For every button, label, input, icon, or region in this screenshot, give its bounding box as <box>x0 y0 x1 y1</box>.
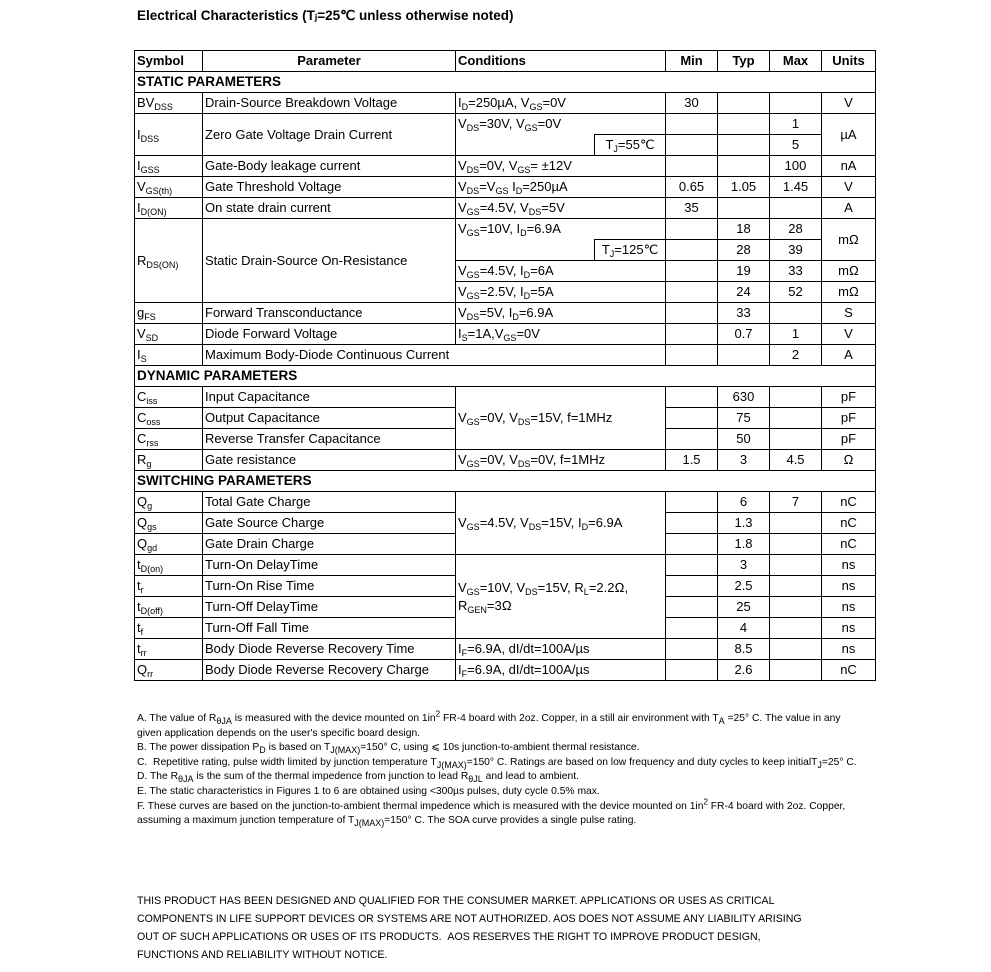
conditions-cell: $V_{GS}=0V$, $V_{DS}=15V$, f=1MHz <box>456 387 666 450</box>
footnote-d: D. The $R_{\theta JA}$ is the sum of the thermal impedence from junction to lead $R_{\theta JL}$ and lead to ambient. <box>137 771 579 785</box>
symbol-cell: $V_{SD}$ <box>135 324 203 345</box>
section-row <box>135 366 876 387</box>
symbol-cell: $t_{rr}$ <box>135 639 203 660</box>
symbol-cell: $Q_{gs}$ <box>135 513 203 534</box>
typ-cell: 28 <box>718 240 770 261</box>
conditions-cell: $V_{DS}=30V$, $V_{GS}=0V$ <box>456 114 666 135</box>
symbol-cell: $C_{rss}$ <box>135 429 203 450</box>
symbol-cell: $I_S$ <box>135 345 203 366</box>
min-cell <box>666 555 718 576</box>
symbol-cell: $BV_{DSS}$ <box>135 93 203 114</box>
symbol-cell: $t_{D(off)}$ <box>135 597 203 618</box>
max-cell <box>770 597 822 618</box>
conditions-cell: $V_{DS}=5V$, $I_D=6.9A$ <box>456 303 666 324</box>
header-max: Max <box>770 51 822 72</box>
units-cell: pF <box>822 429 876 450</box>
units-cell: nA <box>822 156 876 177</box>
units-cell: mΩ <box>822 282 876 303</box>
max-cell: 28 <box>770 219 822 240</box>
conditions-cell: $V_{DS}=0V$, $V_{GS}= \pm 12V$ <box>456 156 666 177</box>
min-cell <box>666 597 718 618</box>
parameter-cell: Body Diode Reverse Recovery Charge <box>203 660 456 681</box>
conditions-cell: $I_F=6.9A$, dI/dt=100A/µs <box>456 660 666 681</box>
units-cell: ns <box>822 639 876 660</box>
max-cell: 39 <box>770 240 822 261</box>
units-cell: Ω <box>822 450 876 471</box>
min-cell <box>666 618 718 639</box>
parameter-cell: Maximum Body-Diode Continuous Current <box>203 345 666 366</box>
typ-cell: 1.8 <box>718 534 770 555</box>
section-title: STATIC PARAMETERS <box>135 72 876 93</box>
symbol-cell: $Q_{gd}$ <box>135 534 203 555</box>
max-cell <box>770 576 822 597</box>
typ-cell: 25 <box>718 597 770 618</box>
min-cell: 1.5 <box>666 450 718 471</box>
disclaimer-line: COMPONENTS IN LIFE SUPPORT DEVICES OR SYSTEMS ARE NOT AUTHORIZED. AOS DOES NOT ASSUME ANY LIABILITY ARISING <box>137 913 802 925</box>
parameter-cell: On state drain current <box>203 198 456 219</box>
min-cell <box>666 429 718 450</box>
parameter-cell: Output Capacitance <box>203 408 456 429</box>
units-cell: V <box>822 177 876 198</box>
min-cell <box>666 135 718 156</box>
max-cell <box>770 660 822 681</box>
header-units: Units <box>822 51 876 72</box>
min-cell <box>666 492 718 513</box>
footnotes <box>137 709 857 829</box>
table-row <box>135 450 876 471</box>
parameter-cell: Drain-Source Breakdown Voltage <box>203 93 456 114</box>
min-cell <box>666 240 718 261</box>
units-cell: V <box>822 93 876 114</box>
conditions-cell: $I_D=250\mu A$, $V_{GS}=0V$ <box>456 93 666 114</box>
section-title: DYNAMIC PARAMETERS <box>135 366 876 387</box>
max-cell <box>770 387 822 408</box>
max-cell: 1 <box>770 114 822 135</box>
min-cell: 35 <box>666 198 718 219</box>
max-cell <box>770 408 822 429</box>
units-cell: pF <box>822 387 876 408</box>
max-cell <box>770 513 822 534</box>
symbol-cell: $g_{FS}$ <box>135 303 203 324</box>
units-cell: V <box>822 324 876 345</box>
typ-cell <box>718 135 770 156</box>
parameter-cell: Turn-On Rise Time <box>203 576 456 597</box>
header-symbol: Symbol <box>135 51 203 72</box>
symbol-cell: $t_r$ <box>135 576 203 597</box>
symbol-cell: $t_f$ <box>135 618 203 639</box>
max-cell: 52 <box>770 282 822 303</box>
max-cell <box>770 639 822 660</box>
symbol-cell: $I_{D(ON)}$ <box>135 198 203 219</box>
min-cell <box>666 324 718 345</box>
min-cell <box>666 660 718 681</box>
typ-cell <box>718 93 770 114</box>
typ-cell: 6 <box>718 492 770 513</box>
max-cell <box>770 429 822 450</box>
parameter-cell: Gate-Body leakage current <box>203 156 456 177</box>
units-cell: ns <box>822 618 876 639</box>
conditions-cell: $V_{GS}=10V$, $V_{DS}=15V$, $R_L=2.2Ω$, $R_{GEN}=3Ω$ <box>456 555 666 639</box>
max-cell: 1 <box>770 324 822 345</box>
table-header-row <box>135 51 876 72</box>
parameter-cell: Forward Transconductance <box>203 303 456 324</box>
min-cell <box>666 303 718 324</box>
min-cell <box>666 534 718 555</box>
parameter-cell: Total Gate Charge <box>203 492 456 513</box>
footnote-e: E. The static characteristics in Figures 1 to 6 are obtained using <300µs pulses, duty cycle 0.5% max. <box>137 785 600 797</box>
typ-cell: 4 <box>718 618 770 639</box>
symbol-cell: $V_{GS(th)}$ <box>135 177 203 198</box>
section-row <box>135 72 876 93</box>
parameter-cell: Reverse Transfer Capacitance <box>203 429 456 450</box>
conditions-cell: $V_{GS}=10V$, $I_D=6.9A$ <box>456 219 666 240</box>
page-title: Electrical Characteristics (Tⱼ=25℃ unless otherwise noted) <box>137 8 514 23</box>
header-min: Min <box>666 51 718 72</box>
footnote-c: C. Repetitive rating, pulse width limited by junction temperature $T_{J(MAX)}=150^\circ$ C. Ratings are based on low frequency and duty cycles to keep initialT$_J$=25° C. <box>137 756 857 770</box>
max-cell: 7 <box>770 492 822 513</box>
symbol-cell: $R_{DS(ON)}$ <box>135 219 203 303</box>
parameter-cell: Input Capacitance <box>203 387 456 408</box>
table-row <box>135 303 876 324</box>
typ-cell: 33 <box>718 303 770 324</box>
electrical-characteristics-table <box>134 50 876 681</box>
typ-cell: 1.3 <box>718 513 770 534</box>
min-cell <box>666 639 718 660</box>
symbol-cell: $t_{D(on)}$ <box>135 555 203 576</box>
units-cell: mΩ <box>822 261 876 282</box>
min-cell <box>666 114 718 135</box>
table-row <box>135 639 876 660</box>
typ-cell: 75 <box>718 408 770 429</box>
parameter-cell: Turn-On DelayTime <box>203 555 456 576</box>
typ-cell <box>718 345 770 366</box>
typ-cell <box>718 198 770 219</box>
parameter-cell: Turn-Off Fall Time <box>203 618 456 639</box>
symbol-cell: $I_{DSS}$ <box>135 114 203 156</box>
units-cell: µA <box>822 114 876 156</box>
max-cell: 2 <box>770 345 822 366</box>
section-title: SWITCHING PARAMETERS <box>135 471 876 492</box>
typ-cell: 8.5 <box>718 639 770 660</box>
sub-condition-cell: $T_J=125℃$ <box>595 240 666 261</box>
min-cell <box>666 387 718 408</box>
min-cell <box>666 156 718 177</box>
table-row <box>135 219 876 240</box>
footnote-f: F. These curves are based on the junction-to-ambient thermal impedence which is measured with the device mounted on $1in^2$ FR-4 board with 2oz. Copper, assuming a maximum junction temperature of $T_{J(MAX)}=150^\circ$ C. The SOA curve provides a single pulse rating. <box>137 797 846 829</box>
table-row <box>135 114 876 135</box>
units-cell: ns <box>822 555 876 576</box>
parameter-cell: Static Drain-Source On-Resistance <box>203 219 456 303</box>
conditions-cell: $V_{GS}=2.5V$, $I_D=5A$ <box>456 282 666 303</box>
typ-cell: 50 <box>718 429 770 450</box>
conditions-blank <box>456 135 595 156</box>
table-row <box>135 324 876 345</box>
max-cell: 5 <box>770 135 822 156</box>
max-cell <box>770 555 822 576</box>
typ-cell: 0.7 <box>718 324 770 345</box>
typ-cell <box>718 114 770 135</box>
max-cell: 1.45 <box>770 177 822 198</box>
disclaimer-line: THIS PRODUCT HAS BEEN DESIGNED AND QUALIFIED FOR THE CONSUMER MARKET. APPLICATIONS OR USES AS CRITICAL <box>137 895 775 907</box>
table-row <box>135 345 876 366</box>
table-row <box>135 555 876 576</box>
symbol-cell: $R_g$ <box>135 450 203 471</box>
symbol-cell: $I_{GSS}$ <box>135 156 203 177</box>
table-row <box>135 177 876 198</box>
symbol-cell: $C_{iss}$ <box>135 387 203 408</box>
parameter-cell: Diode Forward Voltage <box>203 324 456 345</box>
min-cell <box>666 576 718 597</box>
disclaimer <box>137 892 867 964</box>
max-cell <box>770 93 822 114</box>
typ-cell: 2.5 <box>718 576 770 597</box>
typ-cell: 24 <box>718 282 770 303</box>
typ-cell: 630 <box>718 387 770 408</box>
parameter-cell: Gate Source Charge <box>203 513 456 534</box>
min-cell <box>666 513 718 534</box>
conditions-cell: $V_{GS}=4.5V$, $I_D=6A$ <box>456 261 666 282</box>
conditions-cell: $I_S=1A,V_{GS}=0V$ <box>456 324 666 345</box>
typ-cell <box>718 156 770 177</box>
symbol-cell: $Q_{rr}$ <box>135 660 203 681</box>
header-parameter: Parameter <box>203 51 456 72</box>
typ-cell: 3 <box>718 555 770 576</box>
conditions-cell: $V_{DS}=V_{GS}$ $I_D=250\mu A$ <box>456 177 666 198</box>
max-cell: 4.5 <box>770 450 822 471</box>
min-cell <box>666 408 718 429</box>
units-cell: mΩ <box>822 219 876 261</box>
max-cell <box>770 618 822 639</box>
conditions-cell: $V_{GS}=4.5V$, $V_{DS}=5V$ <box>456 198 666 219</box>
units-cell: A <box>822 345 876 366</box>
max-cell: 33 <box>770 261 822 282</box>
disclaimer-line: FUNCTIONS AND RELIABILITY WITHOUT NOTICE. <box>137 949 388 961</box>
header-typ: Typ <box>718 51 770 72</box>
parameter-cell: Gate Drain Charge <box>203 534 456 555</box>
table-row <box>135 93 876 114</box>
min-cell <box>666 282 718 303</box>
typ-cell: 1.05 <box>718 177 770 198</box>
disclaimer-line: OUT OF SUCH APPLICATIONS OR USES OF ITS PRODUCTS. AOS RESERVES THE RIGHT TO IMPROVE PRODUCT DESIGN, <box>137 931 761 943</box>
parameter-cell: Body Diode Reverse Recovery Time <box>203 639 456 660</box>
units-cell: ns <box>822 576 876 597</box>
conditions-cell: $I_F=6.9A$, dI/dt=100A/µs <box>456 639 666 660</box>
min-cell <box>666 261 718 282</box>
units-cell: nC <box>822 513 876 534</box>
parameter-cell: Zero Gate Voltage Drain Current <box>203 114 456 156</box>
typ-cell: 19 <box>718 261 770 282</box>
header-conditions: Conditions <box>456 51 666 72</box>
units-cell: nC <box>822 534 876 555</box>
conditions-blank <box>456 240 595 261</box>
typ-cell: 3 <box>718 450 770 471</box>
units-cell: nC <box>822 660 876 681</box>
max-cell: 100 <box>770 156 822 177</box>
table-row <box>135 198 876 219</box>
conditions-cell: $V_{GS}=0V$, $V_{DS}=0V$, f=1MHz <box>456 450 666 471</box>
symbol-cell: $C_{oss}$ <box>135 408 203 429</box>
sub-condition-cell: $T_J=55℃$ <box>595 135 666 156</box>
min-cell <box>666 345 718 366</box>
units-cell: nC <box>822 492 876 513</box>
units-cell: pF <box>822 408 876 429</box>
min-cell <box>666 219 718 240</box>
table-row <box>135 156 876 177</box>
section-row <box>135 471 876 492</box>
max-cell <box>770 198 822 219</box>
table-row <box>135 492 876 513</box>
typ-cell: 18 <box>718 219 770 240</box>
symbol-cell: $Q_g$ <box>135 492 203 513</box>
parameter-cell: Gate resistance <box>203 450 456 471</box>
min-cell: 30 <box>666 93 718 114</box>
table-row <box>135 387 876 408</box>
units-cell: A <box>822 198 876 219</box>
parameter-cell: Turn-Off DelayTime <box>203 597 456 618</box>
units-cell: ns <box>822 597 876 618</box>
max-cell <box>770 534 822 555</box>
footnote-a: A. The value of $R_{\theta JA}$ is measured with the device mounted on $1in^2$ FR-4 board with 2oz. Copper, in a still air environment with $T_A =25^\circ$ C. The value in any given application depends on the user's specific board design. <box>137 709 841 739</box>
min-cell: 0.65 <box>666 177 718 198</box>
typ-cell: 2.6 <box>718 660 770 681</box>
parameter-cell: Gate Threshold Voltage <box>203 177 456 198</box>
max-cell <box>770 303 822 324</box>
footnote-b: B. The power dissipation $P_D$ is based on $T_{J(MAX)}=150^\circ$ C, using ⩽ 10s junction-to-ambient thermal resistance. <box>137 742 640 756</box>
table-row <box>135 660 876 681</box>
units-cell: S <box>822 303 876 324</box>
conditions-cell: $V_{GS}=4.5V$, $V_{DS}=15V$, $I_D=6.9A$ <box>456 492 666 555</box>
